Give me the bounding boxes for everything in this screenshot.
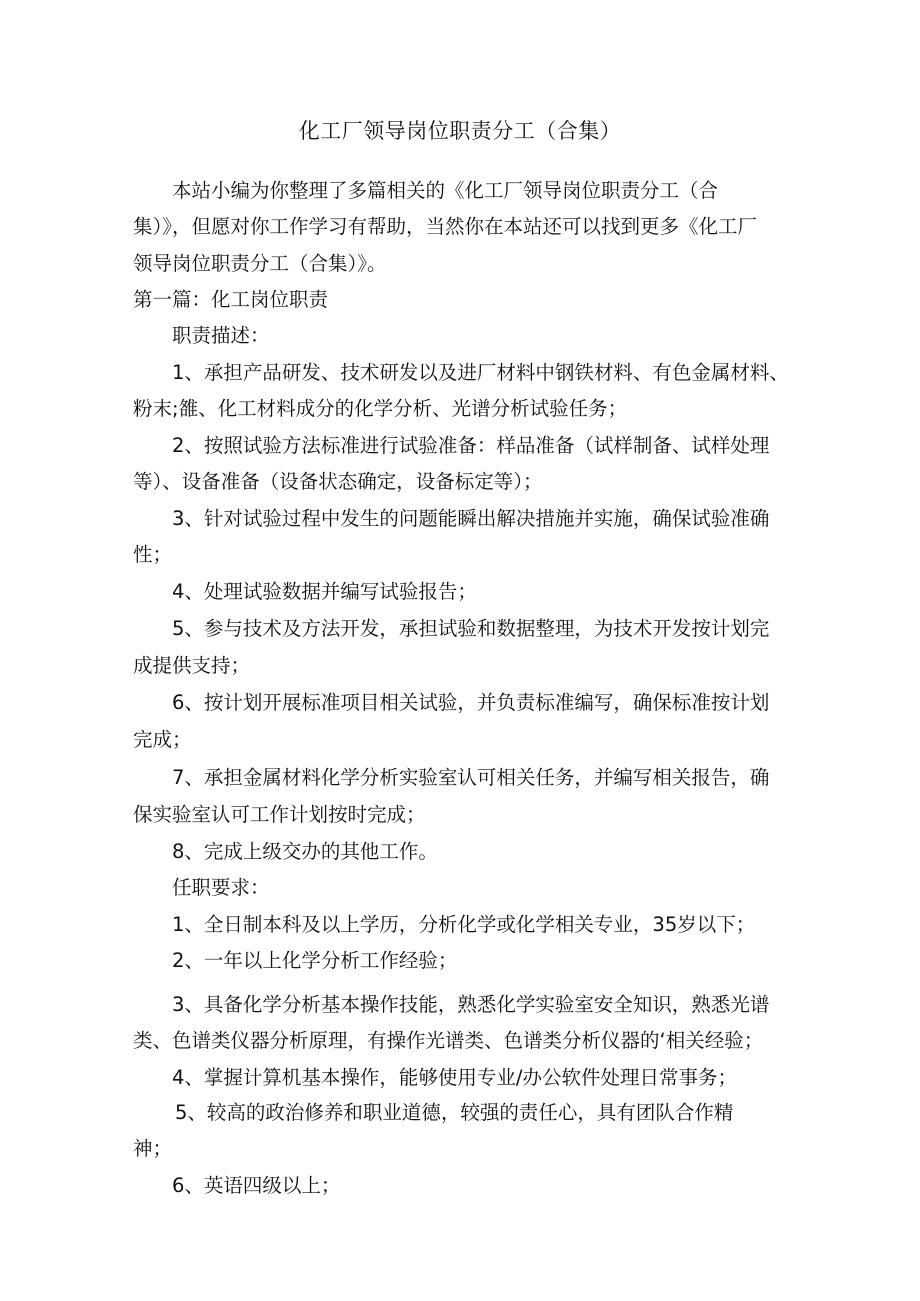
duty-item-line: 2、按照试验方法标准进行试验准备：样品准备（试样制备、试样处理 bbox=[172, 434, 770, 457]
duty-item-line: 7、承担金属材料化学分析实验室认可相关任务，并编写相关报告，确 bbox=[172, 766, 770, 789]
duty-item-line: 完成； bbox=[133, 728, 192, 751]
requirement-item-line: 4、掌握计算机基本操作，能够使用专业/办公软件处理日常事务； bbox=[172, 1066, 737, 1089]
duty-item-line: 1、承担产品研发、技术研发以及进厂材料中钢铁材料、有色金属材料、 bbox=[172, 361, 789, 384]
requirement-item-line: 类、色谱类仪器分析原理，有操作光谱类、色谱类分析仪器的‘相关经验； bbox=[133, 1029, 764, 1052]
requirement-item-line: 1、全日制本科及以上学历，分析化学或化学相关专业，35岁以下； bbox=[172, 913, 756, 936]
duty-item-line: 5、参与技术及方法开发，承担试验和数据整理，为技术开发按计划完 bbox=[172, 617, 770, 640]
duty-item-line: 3、针对试验过程中发生的问题能瞬出解决措施并实施，确保试验准确 bbox=[172, 507, 770, 530]
duty-item-line: 4、处理试验数据并编写试验报告； bbox=[172, 580, 477, 603]
duty-item-line: 等）、设备准备（设备状态确定，设备标定等）； bbox=[133, 470, 543, 493]
intro-line: 领导岗位职责分工（合集）》。 bbox=[133, 252, 387, 275]
requirement-item-line: 6、英语四级以上； bbox=[172, 1174, 341, 1197]
requirement-item-line: 神； bbox=[133, 1137, 173, 1160]
requirement-item-line: 5、较高的政治修养和职业道德，较强的责任心，具有团队合作精 bbox=[175, 1101, 734, 1124]
requirement-item-line: 3、具备化学分析基本操作技能，熟悉化学实验室安全知识，熟悉光谱 bbox=[172, 993, 770, 1016]
duty-item-line: 8、完成上级交办的其他工作。 bbox=[172, 840, 438, 863]
duty-item-line: 保实验室认可工作计划按时完成； bbox=[133, 803, 426, 826]
requirement-item-line: 2、一年以上化学分析工作经验； bbox=[172, 949, 458, 972]
duty-item-line: 成提供支持； bbox=[133, 654, 251, 677]
intro-line: 集）》，但愿对你工作学习有帮助，当然你在本站还可以找到更多《化工厂 bbox=[133, 215, 758, 238]
intro-line: 本站小编为你整理了多篇相关的《化工厂领导岗位职责分工（合 bbox=[172, 179, 719, 202]
requirements-heading: 任职要求： bbox=[172, 876, 270, 899]
duties-heading: 职责描述： bbox=[172, 324, 270, 347]
section-heading: 第一篇：化工岗位职责 bbox=[133, 288, 329, 311]
duty-item-line: 6、按计划开展标准项目相关试验，并负责标准编写，确保标准按计划 bbox=[172, 691, 770, 714]
document-title: 化工厂领导岗位职责分工（合集） bbox=[298, 119, 622, 143]
duty-item-line: 性； bbox=[133, 543, 173, 566]
duty-item-line: 粉末;雒、化工材料成分的化学分析、光谱分析试验任务； bbox=[133, 397, 628, 420]
